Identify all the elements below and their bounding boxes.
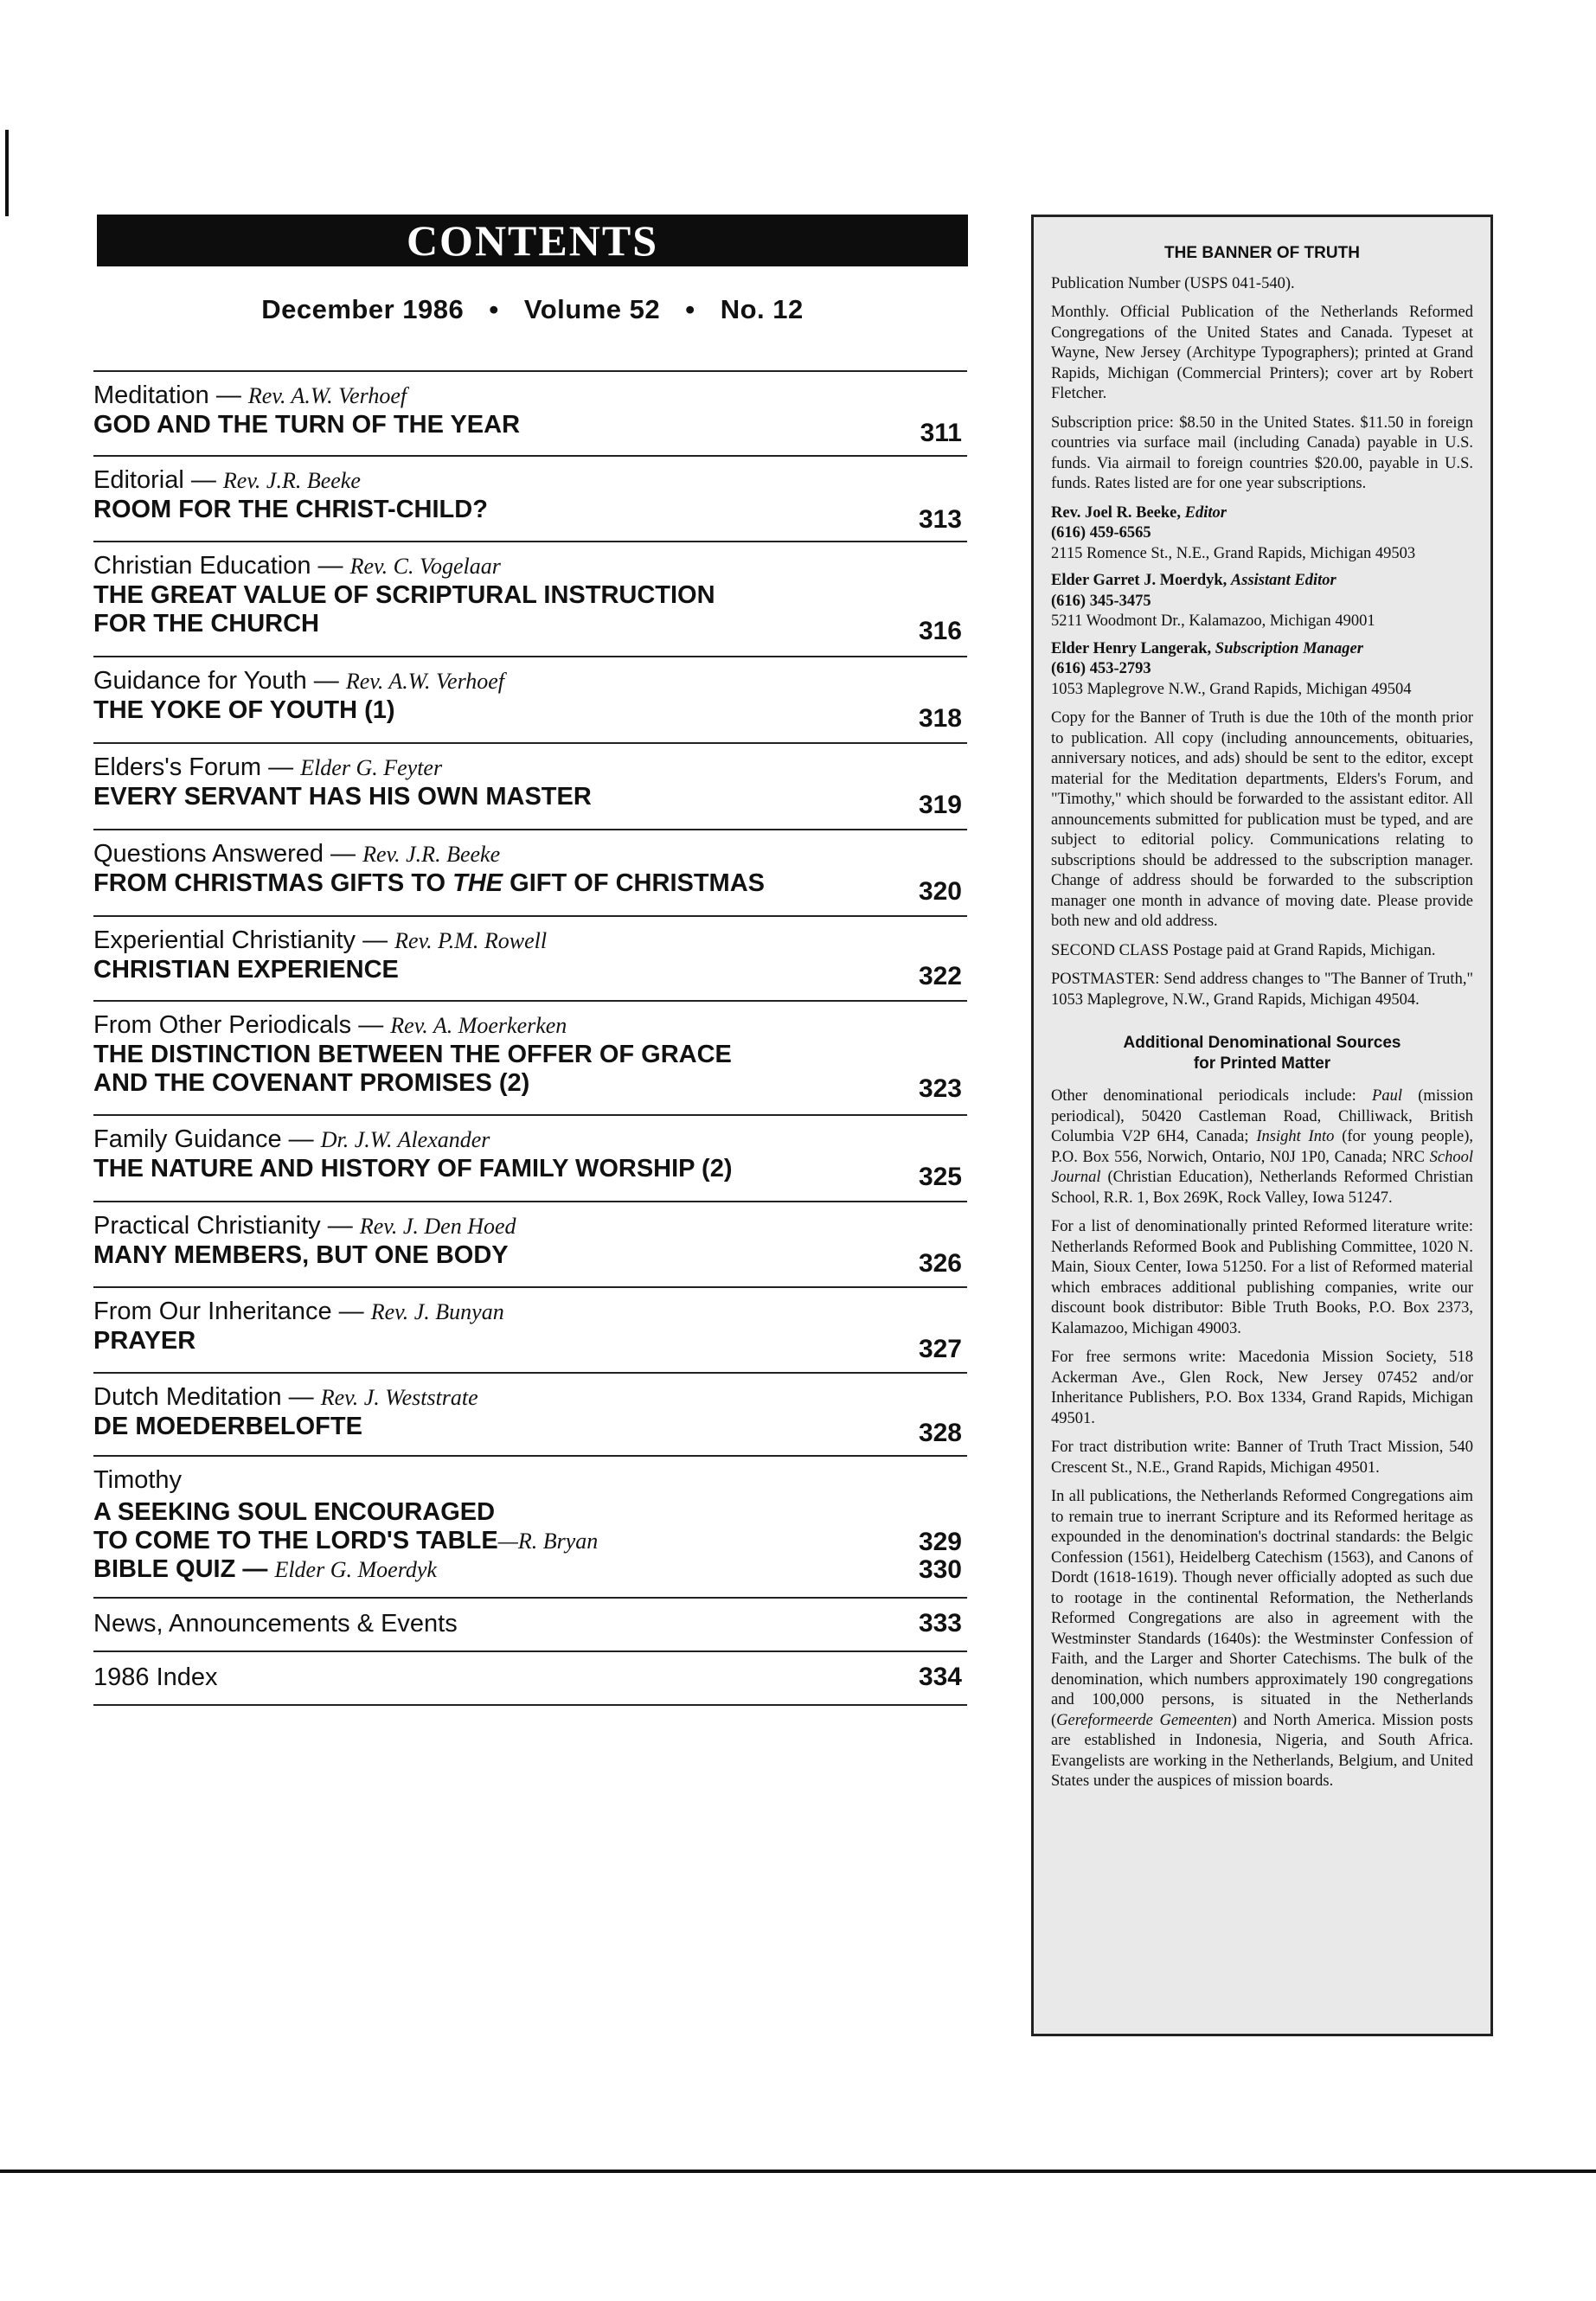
postmaster-notice: POSTMASTER: Send address changes to "The Banner of Truth," 1053 Maplegrove, N.W., Grand Rapids, Michigan 49504. [1051,971,1473,1009]
issue-date: December 1986 [261,294,465,324]
assistant-editor-contact: Elder Garret J. Moerdyk, Assistant Editor (616) 345-3475 5211 Woodmont Dr., Kalamazoo, Michigan 49001 [1051,572,1375,630]
toc-entry [93,1650,967,1706]
publication-info: Monthly. Official Publication of the Netherlands Reformed Congregations of the United States and Canada. Typeset at Wayne, New Jersey (Architype Typographers); printed at Grand Rapids, Michigan (Commercial Printers); cover art by Robert Fletcher. [1051,304,1473,402]
toc-title: PRAYER [93,1327,196,1355]
literature-info: For a list of denominationally printed Reformed literature write: Netherlands Reformed Book and Publishing Committee, 1020 N. Main, Sioux Center, Iowa 51250. For a list of Reformed material which embraces additional publishing companies, write our discount book distributor: Bible Truth Books, P.O. Box 2373, Kalamazoo, Michigan 49003. [1051,1218,1473,1337]
toc-entry [93,1286,967,1372]
toc-title: THE DISTINCTION BETWEEN THE OFFER OF GRACE [93,1041,732,1068]
toc-department: From Other Periodicals — Rev. A. Moerkerken [93,1011,567,1039]
issue-number: No. 12 [720,294,804,324]
toc-entry [93,1000,967,1114]
toc-department: Experiential Christianity — Rev. P.M. Rowell [93,926,548,954]
postage-notice: SECOND CLASS Postage paid at Grand Rapids, Michigan. [1051,941,1436,959]
toc-department: News, Announcements & Events [93,1610,458,1638]
toc-title: ROOM FOR THE CHRIST-CHILD? [93,496,488,523]
toc-entry [93,1455,967,1597]
toc-title: FOR THE CHURCH [93,610,319,638]
toc-page-number: 313 [918,505,962,534]
toc-author: Rev. J.R. Beeke [222,468,361,493]
toc-title: CHRISTIAN EXPERIENCE [93,956,399,984]
toc-title: BIBLE QUIZ — Elder G. Moerdyk [93,1555,437,1583]
toc-department: Meditation — Rev. A.W. Verhoef [93,381,407,409]
toc-entry [93,1597,967,1650]
toc-page-number: 319 [918,791,962,819]
toc-author: Rev. A.W. Verhoef [247,383,407,408]
toc-department: 1986 Index [93,1663,218,1691]
toc-department: Elders's Forum — Elder G. Feyter [93,753,443,781]
issue-volume: Volume 52 [523,294,661,324]
toc-department: From Our Inheritance — Rev. J. Bunyan [93,1298,504,1325]
toc-page-number: 328 [918,1419,962,1447]
toc-department: Christian Education — Rev. C. Vogelaar [93,552,501,580]
toc-page-number: 311 [920,419,962,447]
toc-title: THE GREAT VALUE OF SCRIPTURAL INSTRUCTION [93,581,715,609]
toc-author: Rev. J.R. Beeke [362,842,501,867]
other-periodicals: Other denominational periodicals include: Paul (mission periodical), 50420 Castleman Road, Chilliwack, British Columbia V2P 6H4, Canada; Insight Into (for young people), P.O. Box 556, Norwich, Ontario, N0J 1P0, Canada; NRC School Journal (Christian Education), Netherlands Reformed Christian School, R.R. 1, Box 269K, Rock Valley, Iowa 51247. [1051,1087,1473,1207]
editor-contact: Rev. Joel R. Beeke, Editor (616) 459-6565 2115 Romence St., N.E., Grand Rapids, Michigan 49503 [1051,503,1416,562]
toc-title: THE NATURE AND HISTORY OF FAMILY WORSHIP (2) [93,1155,733,1183]
toc-title: FROM CHRISTMAS GIFTS TO THE GIFT OF CHRISTMAS [93,869,765,897]
bullet-separator: • [489,294,499,324]
toc-department: Questions Answered — Rev. J.R. Beeke [93,840,501,868]
page-edge-mark [5,130,9,216]
toc-entry [93,915,967,1000]
tracts-info: For tract distribution write: Banner of Truth Tract Mission, 540 Crescent St., N.E., Grand Rapids, Michigan 49501. [1051,1439,1473,1477]
toc-department: Timothy [93,1466,183,1494]
toc-department: Family Guidance — Dr. J.W. Alexander [93,1125,490,1153]
issue-info [97,294,968,325]
subscription-manager-contact: Elder Henry Langerak, Subscription Manager (616) 453-2793 1053 Maplegrove N.W., Grand Rapids, Michigan 49504 [1051,639,1412,698]
publication-number: Publication Number (USPS 041-540). [1051,274,1295,292]
toc-page-number: 334 [918,1663,962,1691]
toc-author: Rev. J. Den Hoed [359,1214,516,1239]
toc-author: Dr. J.W. Alexander [320,1127,490,1152]
toc-page-number: 329 [918,1528,962,1556]
toc-title: DE MOEDERBELOFTE [93,1413,362,1440]
toc-author: Rev. C. Vogelaar [349,554,501,579]
toc-page-number: 322 [918,962,962,990]
toc-page-number: 318 [918,704,962,733]
toc-title: THE YOKE OF YOUTH (1) [93,696,395,724]
toc-author: Rev. A. Moerkerken [390,1013,567,1038]
toc-department: Editorial — Rev. J.R. Beeke [93,466,361,494]
toc-entry [93,370,967,455]
toc-page-number: 333 [918,1609,962,1638]
toc-page-number: 326 [918,1249,962,1278]
subscription-info: Subscription price: $8.50 in the United States. $11.50 in foreign countries via surface mail (including Canada) payable in U.S. funds. Via airmail to foreign countries $20.00, payable in U.S. funds. Rates listed are for one year subscriptions. [1051,413,1473,492]
toc-department: Dutch Meditation — Rev. J. Weststrate [93,1383,478,1411]
masthead-box [1031,215,1493,2036]
bullet-separator: • [685,294,695,324]
page-top-margin [0,0,1596,130]
toc-author: Elder G. Moerdyk [274,1557,437,1582]
toc-author: Rev. J. Weststrate [320,1385,478,1410]
toc-department: Practical Christianity — Rev. J. Den Hoed [93,1212,516,1240]
toc-department: Guidance for Youth — Rev. A.W. Verhoef [93,667,504,695]
toc-author: Rev. J. Bunyan [370,1299,504,1324]
toc-title: A SEEKING SOUL ENCOURAGED [93,1498,496,1526]
toc-page-number: 320 [918,877,962,906]
toc-entry [93,541,967,656]
toc-title: MANY MEMBERS, BUT ONE BODY [93,1241,509,1269]
toc-page-number: 323 [918,1074,962,1103]
table-of-contents [93,370,967,1706]
toc-entry [93,742,967,829]
contents-heading: CONTENTS [97,215,968,266]
toc-entry [93,1372,967,1455]
masthead-title: THE BANNER OF TRUTH [1164,244,1360,262]
copy-policy: Copy for the Banner of Truth is due the 10th of the month prior to publication. All copy (including announcements, obituaries, anniversary notices, and ads) should be sent to the editor, except material for the Meditation departments, Elders's Forum, and "Timothy," which should be forwarded to the assistant editor. All announcements submitted for publication must be typed, and are subject to editorial policy. Communications relating to subscriptions should be addressed to the subscription manager. Change of address should be forwarded to the subscription manager one month in advance of moving date. Please provide both new and old address. [1051,709,1473,930]
toc-author: Rev. A.W. Verhoef [345,669,504,694]
toc-entry [93,829,967,915]
toc-title: EVERY SERVANT HAS HIS OWN MASTER [93,783,592,811]
toc-page-number: 330 [918,1555,962,1584]
toc-entry [93,455,967,541]
sermons-info: For free sermons write: Macedonia Mission Society, 518 Ackerman Ave., Glen Rock, New Jersey 07452 and/or Inheritance Publishers, P.O. Box 1334, Grand Rapids, Michigan 49501. [1051,1349,1473,1427]
toc-entry [93,1201,967,1286]
toc-title: AND THE COVENANT PROMISES (2) [93,1069,530,1097]
closing-statement: In all publications, the Netherlands Reformed Congregations aim to remain true to inerrant Scripture and its Reformed heritage as expounded in the denomination's doctrinal standards: the Belgic Confession (1561), Heidelberg Catechism (1563), and Canons of Dordt (1618-1619). Though never officially adopted as such due to rootage in the continental Reformation, the Netherlands Reformed Congregations are also in agreement with the Westminster Standards (1640s): the Westminster Confession of Faith, and the Larger and Shorter Catechisms. The bulk of the denomination, which numbers approximately 190 congregations and 100,000 persons, is situated in the Netherlands (Gereformeerde Gemeenten) and North America. Mission posts are established in Indonesia, Nigeria, and South Africa. Evangelists are working in the Netherlands, Belgium, and United States under the auspices of mission boards. [1051,1488,1473,1790]
toc-page-number: 316 [918,617,962,645]
sources-heading: Additional Denominational Sources for Printed Matter [1123,1034,1401,1073]
toc-entry [93,1114,967,1201]
toc-title: TO COME TO THE LORD'S TABLE—R. Bryan [93,1527,599,1554]
page-bottom-rule [0,2170,1596,2173]
toc-entry [93,656,967,742]
toc-title: GOD AND THE TURN OF THE YEAR [93,411,521,439]
toc-author: Elder G. Feyter [300,755,443,780]
toc-author: R. Bryan [517,1529,599,1554]
toc-author: Rev. P.M. Rowell [394,928,548,953]
toc-page-number: 327 [918,1335,962,1363]
toc-page-number: 325 [918,1163,962,1191]
